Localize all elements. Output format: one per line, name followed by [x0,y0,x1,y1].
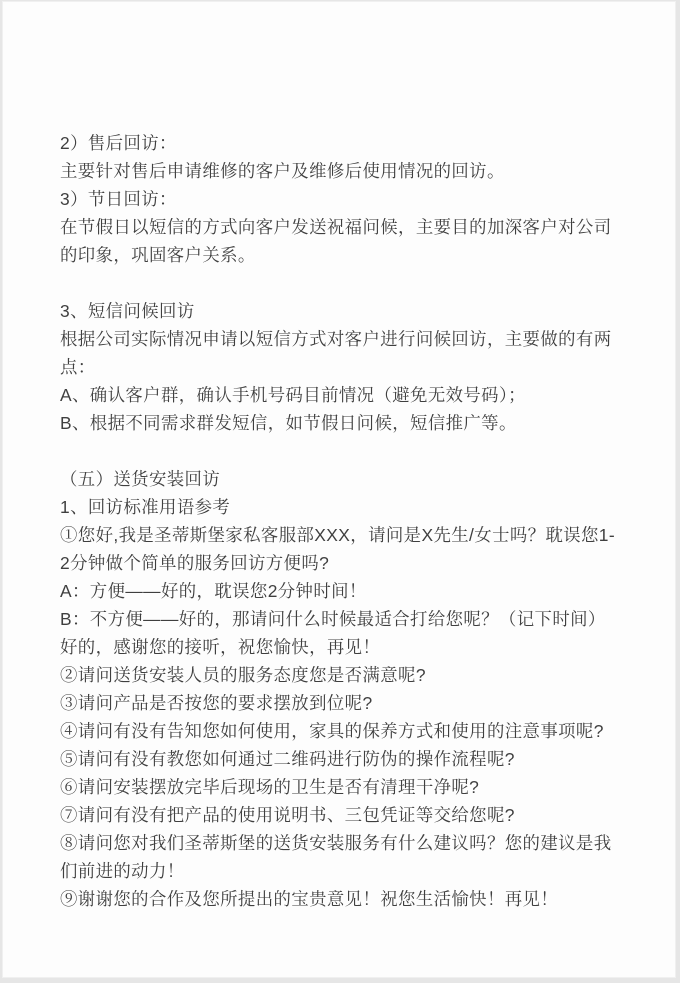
document-content [3,2,675,913]
paragraph: ④请问有没有告知您如何使用，家具的保养方式和使用的注意事项呢? [60,721,604,741]
paragraph: B、根据不同需求群发短信，如节假日问候，短信推广等。 [60,413,517,433]
paragraph: 在节假日以短信的方式向客户发送祝福问候，主要目的加深客户对公司的印象，巩固客户关系。 [60,217,612,265]
paragraph: 根据公司实际情况申请以短信方式对客户进行问候回访，主要做的有两点： [60,329,612,377]
paragraph: A、确认客户群，确认手机号码目前情况（避免无效号码）； [60,385,526,405]
paragraph: 3）节日回访： [60,189,177,209]
paragraph: ⑥请问安装摆放完毕后现场的卫生是否有清理干净呢? [60,777,480,797]
paragraph: 主要针对售后申请维修的客户及维修后使用情况的回访。 [60,161,505,181]
paragraph: ①您好,我是圣蒂斯堡家私客服部XXX，请问是X先生/女士吗？耽误您1-2分钟做个简单的服务回访方便吗? [60,525,616,573]
paragraph: （五）送货安装回访 [60,469,221,489]
paragraph: B：不方便——好的，那请问什么时候最适合打给您呢？（记下时间）好的，感谢您的接听，祝您愉快，再见！ [60,609,606,657]
paragraph: 2）售后回访： [60,133,177,153]
document-page [2,1,676,978]
paragraph: 3、短信问候回访 [60,301,195,321]
paragraph: ③请问产品是否按您的要求摆放到位呢? [60,693,373,713]
paragraph: ⑦请问有没有把产品的使用说明书、三包凭证等交给您呢? [60,805,515,825]
paragraph: ②请问送货安装人员的服务态度您是否满意呢? [60,665,426,685]
paragraph: ⑤请问有没有教您如何通过二维码进行防伪的操作流程呢? [60,749,515,769]
paragraph: 1、回访标准用语参考 [60,497,231,517]
paragraph: A：方便——好的，耽误您2分钟时间！ [60,581,367,601]
paragraph: ⑧请问您对我们圣蒂斯堡的送货安装服务有什么建议吗？您的建议是我们前进的动力！ [60,833,612,881]
paragraph: ⑨谢谢您的合作及您所提出的宝贵意见！祝您生活愉快！再见！ [60,889,559,909]
